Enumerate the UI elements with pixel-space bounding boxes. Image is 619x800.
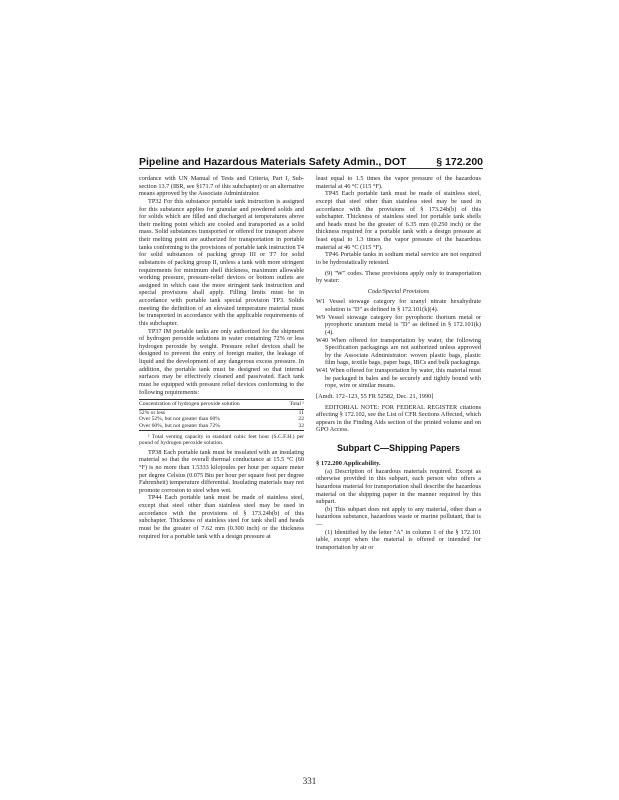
paragraph-tp37: TP37 IM portable tanks are only authorized for the shipment of hydrogen peroxide solutions in water containing 72% or less hydrogen peroxide by weight. Pressure relief devices shall be designed to prevent the entry of foreign matter, the leakage of liquid and the development of any dangerous excess pressure. In addition, the portable tank must be designed so that internal surfaces may be effectively cleaned and passivated. Each tank must be equipped with pressure relief devices conforming to the following requirements: [139, 327, 304, 396]
table-row [139, 410, 304, 417]
table-cell: Over 52%, but not greater than 60% [139, 416, 220, 423]
table-cell: Over 60%, but not greater than 72% [139, 422, 220, 429]
amendment-citation: [Amdt. 172–123, 55 FR 52582, Dec. 21, 1990] [316, 392, 434, 400]
code-w9: W9 Vessel stowage category for pyrophoric thorium metal or pyrophoric uranium metal is "D" as defined in § 172.101(k)(4). [316, 313, 481, 336]
paragraph-tp44: TP44 Each portable tank must be made of stainless steel, except that steel other than stainless steel may be used in accordance with the provisions of § 173.24b(b) of this subchapter. Thickness of stainless steel for tank shell and heads must be the greater of 7.62 mm (0.300 inch) or the thickness required for a portable tank with a design pressure at [139, 494, 304, 540]
table-col-concentration: Concentration of hydrogen peroxide solution [139, 401, 240, 408]
paragraph-w-codes: (9) "W" codes. These provisions apply only to transportation by water: [316, 269, 481, 285]
running-header [139, 156, 483, 168]
table-cell: 52% or less [139, 409, 166, 416]
paragraph-tp38: TP38 Each portable tank must be insulated with an insulating material so that the overall thermal conductance at 15.5 °C (60 °F) is no more than 1.5333 kilojoules per hour per square meter per degree Celsius (0.075 Btu per hour per square foot per degree Fahrenheit) temperature differential. Insulating materials may not promote corrosion to steel when wet. [139, 448, 304, 494]
paragraph: least equal to 1.5 times the vapor pressure of the hazardous material at 46 °C (115 °F). [316, 175, 481, 190]
paragraph-tp45: TP45 Each portable tank must be made of stainless steel, except that steel other than stainless steel may be used in accordance with the provisions of § 173.24b(b) of this subchapter. Thickness of stainless steel for portable tank shells and heads must be the greater of 6.35 mm (0.250 inch) or the thickness required for a portable tank with a design pressure at least equal to 1.3 times the vapor pressure of the hazardous material at 46 °C (115 °F). [316, 190, 481, 251]
code-w1: W1 Vessel stowage category for uranyl nitrate hexahydrate solution is "D" as defined in § 172.101(k)(4). [316, 298, 481, 313]
table-row [139, 423, 304, 430]
table-row [139, 416, 304, 423]
table-col-total: Total ¹ [289, 401, 304, 408]
paragraph: cordance with UN Manual of Tests and Criteria, Part I, Sub-section 13.7 (IBR, see §171.7 of this subchapter) or an alternative means approved by the Associate Administrator. [139, 175, 304, 198]
paragraph-b: (b) This subpart does not apply to any material, other than a hazardous substance, hazardous waste or marine pollutant, that is— [316, 505, 481, 528]
table-footnote: ¹ Total venting capacity in standard cubic feet hour (S.C.F.H.) per pound of hydrogen peroxide solution. [139, 433, 304, 447]
code-w41: W41 When offered for transportation by water, this material must be packaged in bales and be securely and tightly bound with rope, wire or similar means. [316, 367, 481, 390]
paragraph-a: (a) Description of hazardous materials required. Except as otherwise provided in this subpart, each person who offers a hazardous material for transportation shall describe the hazardous material on the shipping paper in the manner required by this subpart. [316, 467, 481, 506]
code-w40: W40 When offered for transportation by water, the following Specification packagings are not authorized unless approved by the Associate Administrator: woven plastic bags, plastic film bags, textile bags, paper bags, IBCs and bulk packagings. [316, 336, 481, 367]
header-rule [139, 168, 483, 169]
page-number: 331 [302, 776, 317, 786]
left-column [139, 175, 304, 540]
paragraph-tp32: TP32 For this substance portable tank instruction is assigned for this substance applies for granular and powdered solids and for solids which are filled and discharged at temperatures above their melting point which are cooled and transported as a solid mass. Solid substances transported or offered for transport above their melting point are authorized for transportation in portable tanks conforming to the provisions of portable tank instruction T4 for solid substances of packing group III or T7 for solid substances of packing group II, unless a tank with more stringent requirements for minimum shell thickness, maximum allowable working pressure, pressure-relief devices or bottom outlets are assigned in which case the more stringent tank instruction and special provisions shall apply. Filling limits must be in accordance with portable tank special provision TP3. Solids meeting the definition of an elevated temperature material must be transported in accordance with the applicable requirements of this subchapter. [139, 197, 304, 327]
header-title: Pipeline and Hazardous Materials Safety Admin., DOT [139, 156, 407, 168]
right-column [316, 175, 481, 552]
subpart-heading: Subpart C—Shipping Papers [336, 443, 460, 453]
paragraph-b1: (1) Identified by the letter "A" in column 1 of the § 172.101 table, except when the material is offered or intended for transportation by air or [316, 528, 481, 551]
editorial-note: EDITORIAL NOTE: FOR FEDERAL REGISTER citations affecting § 172.102, see the List of CFR Sections Affected, which appears in the Finding Aids section of the printed volume and on GPO Access. [316, 403, 481, 434]
paragraph-tp46: TP46 Portable tanks in sodium metal service are not required to be hydrostatically retested. [316, 251, 481, 266]
section-heading: § 172.200 Applicability. [316, 460, 381, 467]
header-section: § 172.200 [436, 156, 483, 168]
table-header [139, 400, 304, 410]
table-cell: 11 [298, 409, 304, 416]
venting-table [139, 399, 304, 430]
codes-title: Code/Special Provisions [367, 287, 430, 295]
table-cell: 32 [298, 422, 304, 429]
table-cell: 22 [298, 416, 304, 423]
